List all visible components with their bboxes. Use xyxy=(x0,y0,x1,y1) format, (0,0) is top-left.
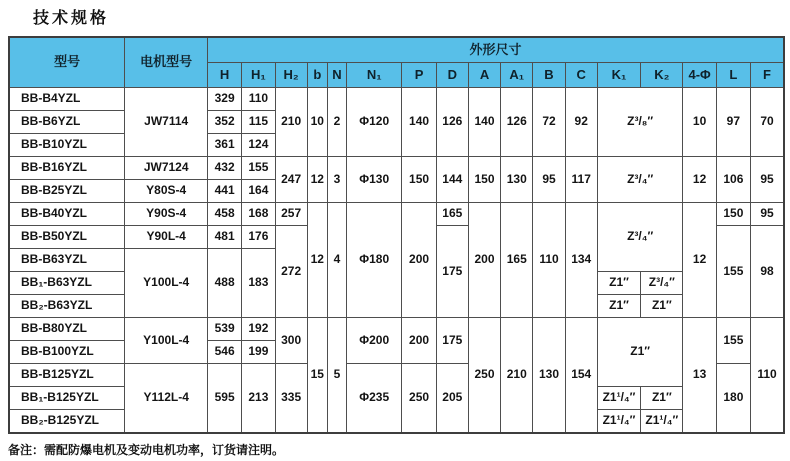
spec-table-header xyxy=(9,37,784,87)
header-dim-6: P xyxy=(402,62,436,87)
table-cell: 10 xyxy=(307,87,327,156)
table-cell: 352 xyxy=(208,110,242,133)
table-cell: Φ200 xyxy=(347,317,402,363)
table-cell: 546 xyxy=(208,340,242,363)
table-cell: 10 xyxy=(683,87,716,156)
header-dim-5: N₁ xyxy=(347,62,402,87)
spec-table-body xyxy=(9,87,784,433)
table-cell: 12 xyxy=(307,202,327,317)
table-cell: 205 xyxy=(436,363,468,433)
table-cell: 165 xyxy=(501,202,533,317)
table-cell: 199 xyxy=(242,340,275,363)
table-cell: 176 xyxy=(242,225,275,248)
table-cell: 126 xyxy=(436,87,468,156)
header-dim-0: H xyxy=(208,62,242,87)
table-cell: 539 xyxy=(208,317,242,340)
table-cell: 70 xyxy=(750,87,784,156)
table-cell: Z1″ xyxy=(641,294,683,317)
table-cell: 117 xyxy=(565,156,597,202)
table-row xyxy=(9,87,784,110)
table-cell: 488 xyxy=(208,248,242,317)
table-cell: 257 xyxy=(275,202,307,225)
table-cell: 441 xyxy=(208,179,242,202)
model-cell: BB-B100YZL xyxy=(9,340,125,363)
table-cell: Φ120 xyxy=(347,87,402,156)
table-cell: Y100L-4 xyxy=(125,317,208,363)
header-dim-16: F xyxy=(750,62,784,87)
header-model: 型号 xyxy=(9,37,125,87)
table-cell: 2 xyxy=(327,87,346,156)
table-cell: JW7124 xyxy=(125,156,208,179)
table-cell: Z1″ xyxy=(597,271,640,294)
table-cell: Z1″ xyxy=(641,386,683,409)
table-cell: 335 xyxy=(275,363,307,433)
model-cell: BB-B6YZL xyxy=(9,110,125,133)
table-cell: Z³/₄″ xyxy=(597,202,683,271)
table-cell: Y112L-4 xyxy=(125,363,208,433)
table-cell: 165 xyxy=(436,202,468,225)
header-dim-15: L xyxy=(716,62,750,87)
table-cell: 106 xyxy=(716,156,750,202)
table-cell: 300 xyxy=(275,317,307,363)
table-cell: 192 xyxy=(242,317,275,340)
table-row xyxy=(9,156,784,179)
table-cell: 168 xyxy=(242,202,275,225)
table-cell: 150 xyxy=(402,156,436,202)
table-cell: 458 xyxy=(208,202,242,225)
table-cell: 180 xyxy=(716,363,750,433)
model-cell: BB-B125YZL xyxy=(9,363,125,386)
model-cell: BB-B4YZL xyxy=(9,87,125,110)
table-cell: 95 xyxy=(750,202,784,225)
table-cell: 183 xyxy=(242,248,275,317)
table-row xyxy=(9,317,784,340)
table-cell: Z1¹/₄″ xyxy=(597,386,640,409)
table-cell: 124 xyxy=(242,133,275,156)
table-cell: 12 xyxy=(683,202,716,317)
header-dim-13: K₂ xyxy=(641,62,683,87)
table-cell: 272 xyxy=(275,225,307,317)
table-cell: 432 xyxy=(208,156,242,179)
table-cell: 250 xyxy=(402,363,436,433)
header-dim-14: 4-Φ xyxy=(683,62,716,87)
table-cell: 134 xyxy=(565,202,597,317)
table-cell: 72 xyxy=(533,87,565,156)
table-cell: 200 xyxy=(402,202,436,317)
table-cell: Z1¹/₄″ xyxy=(641,409,683,433)
model-cell: BB-B50YZL xyxy=(9,225,125,248)
table-cell: Z1″ xyxy=(597,294,640,317)
table-cell: Z1″ xyxy=(597,317,683,386)
header-dim-12: K₁ xyxy=(597,62,640,87)
spec-table xyxy=(8,36,785,434)
table-cell: 5 xyxy=(327,317,346,433)
model-cell: BB-B40YZL xyxy=(9,202,125,225)
table-cell: 154 xyxy=(565,317,597,433)
table-cell: 130 xyxy=(533,317,565,433)
table-cell: Y90L-4 xyxy=(125,225,208,248)
table-cell: 13 xyxy=(683,317,716,433)
footnote: 备注：需配防爆电机及变动电机功率，订货请注明。 xyxy=(8,443,285,457)
header-dim-1: H₁ xyxy=(242,62,275,87)
table-cell: 155 xyxy=(242,156,275,179)
table-cell: 200 xyxy=(402,317,436,363)
table-cell: Φ130 xyxy=(347,156,402,202)
table-cell: 164 xyxy=(242,179,275,202)
table-cell: Φ180 xyxy=(347,202,402,317)
table-cell: 175 xyxy=(436,225,468,317)
table-cell: 140 xyxy=(402,87,436,156)
model-cell: BB₂-B63YZL xyxy=(9,294,125,317)
table-cell: 200 xyxy=(468,202,500,317)
model-cell: BB-B25YZL xyxy=(9,179,125,202)
table-cell: 140 xyxy=(468,87,500,156)
table-cell: 250 xyxy=(468,317,500,433)
header-dim-11: C xyxy=(565,62,597,87)
model-cell: BB-B80YZL xyxy=(9,317,125,340)
model-cell: BB₂-B125YZL xyxy=(9,409,125,433)
table-cell: Y90S-4 xyxy=(125,202,208,225)
model-cell: BB-B63YZL xyxy=(9,248,125,271)
table-cell: 210 xyxy=(501,317,533,433)
table-cell: 110 xyxy=(533,202,565,317)
table-cell: 95 xyxy=(750,156,784,202)
table-row xyxy=(9,202,784,225)
table-cell: 97 xyxy=(716,87,750,156)
table-cell: 481 xyxy=(208,225,242,248)
table-cell: 12 xyxy=(307,156,327,202)
table-cell: 329 xyxy=(208,87,242,110)
table-cell: 150 xyxy=(716,202,750,225)
table-cell: 92 xyxy=(565,87,597,156)
model-cell: BB₁-B125YZL xyxy=(9,386,125,409)
header-dim-4: N xyxy=(327,62,346,87)
table-cell: 155 xyxy=(716,225,750,317)
table-cell: 595 xyxy=(208,363,242,433)
table-cell: 110 xyxy=(242,87,275,110)
table-cell: Z³/₄″ xyxy=(597,156,683,202)
table-cell: Y100L-4 xyxy=(125,248,208,317)
table-cell: 150 xyxy=(468,156,500,202)
header-dim-3: b xyxy=(307,62,327,87)
header-dim-9: A₁ xyxy=(501,62,533,87)
header-dims-group: 外形尺寸 xyxy=(208,37,785,62)
table-cell: 12 xyxy=(683,156,716,202)
table-cell: JW7114 xyxy=(125,87,208,156)
header-dim-7: D xyxy=(436,62,468,87)
table-cell: Y80S-4 xyxy=(125,179,208,202)
header-dim-8: A xyxy=(468,62,500,87)
table-cell: 144 xyxy=(436,156,468,202)
table-cell: 15 xyxy=(307,317,327,433)
header-dim-2: H₂ xyxy=(275,62,307,87)
table-cell: Φ235 xyxy=(347,363,402,433)
model-cell: BB₁-B63YZL xyxy=(9,271,125,294)
table-cell: 110 xyxy=(750,317,784,433)
model-cell: BB-B10YZL xyxy=(9,133,125,156)
table-cell: 95 xyxy=(533,156,565,202)
table-cell: Z³/₈″ xyxy=(597,87,683,156)
table-cell: 155 xyxy=(716,317,750,363)
table-cell: 126 xyxy=(501,87,533,156)
table-cell: 98 xyxy=(750,225,784,317)
table-cell: 175 xyxy=(436,317,468,363)
table-cell: 3 xyxy=(327,156,346,202)
table-cell: Z³/₄″ xyxy=(641,271,683,294)
page-title: 技术规格 xyxy=(33,10,110,27)
table-cell: 115 xyxy=(242,110,275,133)
header-motor: 电机型号 xyxy=(125,37,208,87)
table-cell: 361 xyxy=(208,133,242,156)
table-cell: Z1¹/₄″ xyxy=(597,409,640,433)
table-cell: 130 xyxy=(501,156,533,202)
table-cell: 4 xyxy=(327,202,346,317)
table-cell: 213 xyxy=(242,363,275,433)
table-cell: 247 xyxy=(275,156,307,202)
table-cell: 210 xyxy=(275,87,307,156)
header-dim-10: B xyxy=(533,62,565,87)
model-cell: BB-B16YZL xyxy=(9,156,125,179)
